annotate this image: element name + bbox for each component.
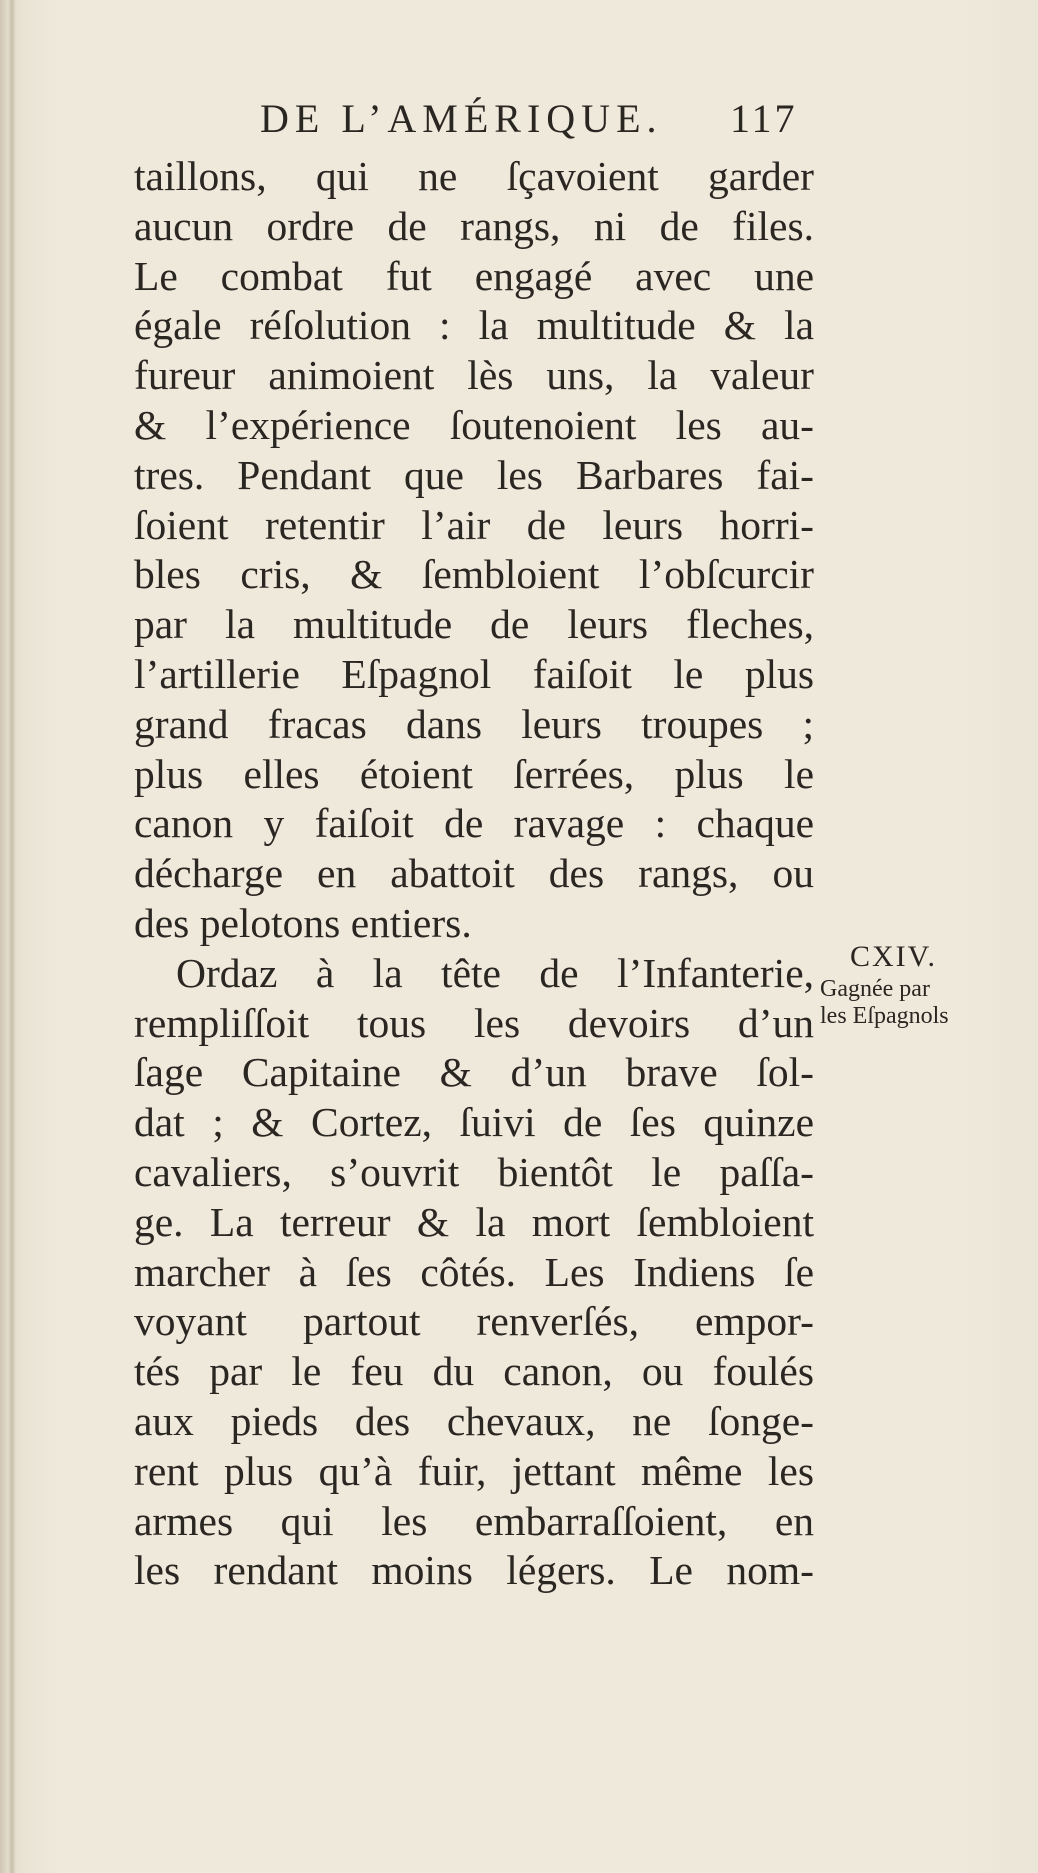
text-line: aux pieds des chevaux, ne ſonge- <box>134 1397 814 1444</box>
text-line: des pelotons entiers. <box>134 899 472 946</box>
page-number: 117 <box>730 96 798 141</box>
text-line: dat ; & Cortez, ſuivi de ſes quinze <box>134 1099 814 1146</box>
text-line: & l’expérience ſoutenoient les au- <box>134 401 814 448</box>
text-line: armes qui les embarraſſoient, en <box>134 1497 814 1544</box>
text-line: bles cris, & ſembloient l’obſcurcir <box>134 551 814 598</box>
text-line: Ordaz à la tête de l’Infanterie, <box>176 949 814 996</box>
text-line: par la multitude de leurs fleches, <box>134 601 814 648</box>
text-line: tés par le feu du canon, ou foulés <box>134 1348 814 1395</box>
margin-note <box>820 940 1020 1030</box>
text-line: ſoient retentir l’air de leurs horri- <box>134 501 814 548</box>
text-line: ſage Capitaine & d’un brave ſol- <box>134 1049 814 1096</box>
body-text <box>134 152 814 1596</box>
text-line: plus elles étoient ſerrées, plus le <box>134 750 814 797</box>
margin-note-line: les Eſpagnols <box>820 1003 949 1029</box>
text-line: ge. La terreur & la mort ſembloient <box>134 1198 814 1245</box>
text-line: les rendant moins légers. Le nom- <box>134 1547 814 1594</box>
text-line: voyant partout renverſés, empor- <box>134 1298 814 1345</box>
margin-note-line: Gagnée par <box>820 976 930 1002</box>
text-line: rent plus qu’à fuir, jettant même les <box>134 1447 814 1494</box>
text-line: canon y faiſoit de ravage : chaque <box>134 800 814 847</box>
text-line: tres. Pendant que les Barbares fai- <box>134 451 814 498</box>
page-binding-edge <box>0 0 24 1873</box>
text-line: cavaliers, s’ouvrit bientôt le paſſa- <box>134 1148 814 1195</box>
text-line: rempliſſoit tous les devoirs d’un <box>134 999 814 1046</box>
text-line: aucun ordre de rangs, ni de files. <box>134 202 814 249</box>
text-line: égale réſolution : la multitude & la <box>134 302 814 349</box>
text-line: Le combat fut engagé avec une <box>134 252 814 299</box>
text-line: marcher à ſes côtés. Les Indiens ſe <box>134 1248 814 1295</box>
running-head-title: DE L’AMÉRIQUE. <box>260 96 663 141</box>
text-line: fureur animoient lès uns, la valeur <box>134 352 814 399</box>
running-head <box>260 95 820 145</box>
text-line: l’artillerie Eſpagnol faiſoit le plus <box>134 650 814 697</box>
text-line: taillons, qui ne ſçavoient garder <box>134 153 814 199</box>
margin-note-number: CXIV. <box>850 940 937 973</box>
text-line: grand fracas dans leurs troupes ; <box>134 700 814 747</box>
text-line: décharge en abattoit des rangs, ou <box>134 850 814 897</box>
